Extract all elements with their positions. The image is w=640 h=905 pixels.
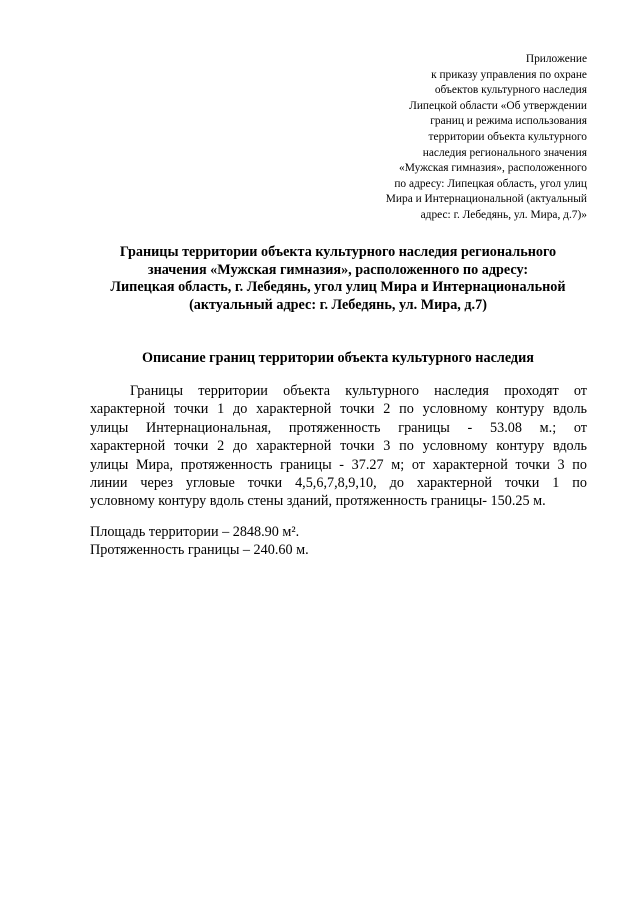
- appendix-line: территории объекта культурного: [428, 130, 587, 143]
- title-line: Липецкая область, г. Лебедянь, угол улиц Мира и Интернациональной: [110, 279, 566, 296]
- territory-stats: [90, 523, 590, 559]
- area-value: Площадь территории – 2848.90 м².: [90, 524, 300, 540]
- appendix-line: границ и режима использования: [430, 115, 587, 128]
- description-line: условному контуру вдоль стены зданий, протяженность границы- 150.25 м.: [90, 493, 546, 510]
- section-heading: Описание границ территории объекта культурного наследия: [142, 350, 534, 366]
- appendix-line: Мира и Интернациональной (актуальный: [385, 193, 587, 206]
- appendix-line: объектов культурного наследия: [434, 84, 587, 97]
- description-line: улицы Мира, протяженность границы - 37.27 м; от характерной точки 3 по: [90, 456, 587, 473]
- description-line: Границы территории объекта культурного наследия проходят от: [130, 383, 587, 399]
- appendix-line: к приказу управления по охране: [431, 68, 587, 81]
- title-line: (актуальный адрес: г. Лебедянь, ул. Мира, д.7): [189, 296, 487, 313]
- boundary-description: [90, 382, 587, 511]
- description-line: характерной точки 2 до характерной точки 3 по условному контуру вдоль: [90, 438, 587, 455]
- document-title: [60, 244, 616, 314]
- appendix-line: наследия регионального значения: [422, 146, 587, 159]
- appendix-line: «Мужская гимназия», расположенного: [399, 162, 587, 175]
- title-line: Границы территории объекта культурного наследия регионального: [119, 244, 557, 260]
- title-line: значения «Мужская гимназия», расположенного по адресу:: [147, 261, 529, 278]
- appendix-line: по адресу: Липецкая область, угол улиц: [394, 177, 587, 190]
- appendix-line: Липецкой области «Об утверждении: [409, 99, 587, 112]
- appendix-line: адрес: г. Лебедянь, ул. Мира, д.7)»: [420, 208, 587, 221]
- appendix-line: Приложение: [525, 53, 587, 65]
- description-line: улицы Интернациональная, протяженность границы - 53.08 м.; от: [90, 419, 587, 436]
- description-line: характерной точки 1 до характерной точки 2 по условному контуру вдоль: [90, 401, 587, 418]
- perimeter-value: Протяженность границы – 240.60 м.: [90, 542, 309, 559]
- description-line: линии через угловые точки 4,5,6,7,8,9,10, до характерной точки 1 по: [90, 475, 587, 492]
- appendix-header: [327, 52, 587, 224]
